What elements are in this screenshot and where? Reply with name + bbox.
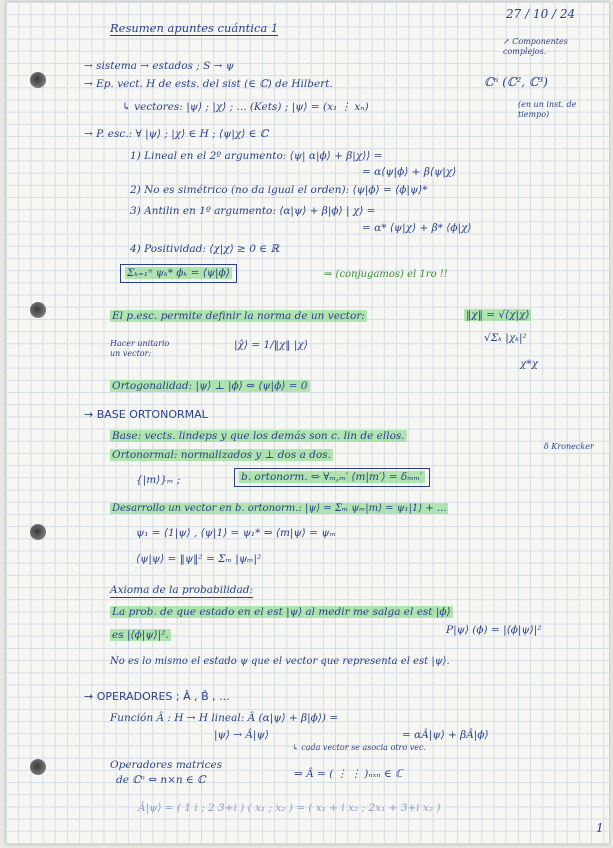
- line-operators-matrices: Operadores matrices: [110, 759, 223, 771]
- line-basis-set: {|m⟩}ₘ ;: [136, 474, 181, 486]
- note-components: ↗ Componentes complejos.: [503, 37, 568, 56]
- line-unit-vector-formula: |χ̂⟩ = 1/‖χ‖ |χ⟩: [234, 339, 308, 351]
- line-norm-formula: ‖χ‖ = √⟨χ|χ⟩: [466, 309, 530, 321]
- line-system-states: → sistema → estados ; S → ψ: [84, 60, 235, 72]
- line-components: ψ₁ = ⟨1|ψ⟩ , ⟨ψ|1⟩ = ψ₁* ⇒ ⟨m|ψ⟩ = ψₘ: [136, 527, 336, 539]
- line-norm-definition: El p.esc. permite definir la norma de un vector:: [112, 310, 365, 322]
- kronecker-note: δ Kronecker: [544, 442, 594, 451]
- conjugate-note: ⇒ (conjugamos) el 1ro !!: [324, 269, 448, 280]
- line-unit-vector-label: Hacer unitario un vector:: [110, 339, 170, 358]
- heading-orthonormal-basis: → BASE ORTONORMAL: [84, 408, 208, 421]
- line-vector-expansion: Desarrollo un vector en b. ortonorm.: |ψ⟩ = Σₘ ψₘ|m⟩ = ψ₁|1⟩ + ...: [112, 503, 447, 514]
- punch-hole: [30, 524, 46, 540]
- line-property-4: 4) Positividad: ⟨χ|χ⟩ ≥ 0 ∈ ℝ: [130, 243, 280, 255]
- line-vectors-kets: ↳ vectores: |ψ⟩ ; |χ⟩ ; ... (Kets) ; |ψ⟩ = (x₁ ⋮ xₙ): [122, 101, 369, 113]
- line-hilbert-space: → Ep. vect. H de ests. del sist (∈ ℂ) de Hilbert.: [84, 78, 333, 90]
- boxed-sum-formula: Σₖ₌₁ⁿ ψₖ* ϕₖ = ⟨ψ|ϕ⟩: [120, 264, 237, 283]
- line-property-3-result: = α* ⟨ψ|χ⟩ + β* ⟨ϕ|χ⟩: [362, 222, 472, 234]
- line-basis-definition: Base: vects. lindeps y que los demás son c. lin de ellos.: [112, 430, 405, 442]
- heading-probability-axiom: Axioma de la probabilidad:: [110, 584, 254, 596]
- line-state-vs-vector: No es lo mismo el estado ψ que el vector que representa el est |ψ⟩.: [110, 656, 450, 667]
- line-hilbert-examples: ℂⁿ (ℂ², ℂ³): [484, 75, 548, 89]
- line-property-1: 1) Lineal en el 2º argumento: ⟨ψ| α|ϕ⟩ + β|χ⟩⟩ =: [130, 150, 383, 162]
- page-title: Resumen apuntes cuántica 1: [110, 21, 279, 35]
- boxed-orthonormal-condition: b. ortonorm. ⇔ ∀ₘ,ₘ′ ⟨m|m′⟩ = δₘₘ′: [234, 468, 430, 487]
- line-operator-example: Â|ψ⟩ = ( 1 i ; 2 3+i ) ( x₁ ; x₂ ) = ( x₁ + i x₂ ; 2x₁ + 3+i x₂ ): [138, 802, 441, 814]
- line-property-1-result: = α⟨ψ|ϕ⟩ + β⟨ψ|χ⟩: [362, 166, 457, 178]
- line-property-2: 2) No es simétrico (no da igual el orden): ⟨ψ|ϕ⟩ = ⟨ϕ|ψ⟩*: [130, 184, 428, 196]
- punch-hole: [30, 759, 46, 775]
- punch-hole: [30, 302, 46, 318]
- heading-operators: → OPERADORES ; Â , B̂ , ...: [84, 690, 230, 703]
- line-operator-function: Función Â : H → H lineal: Â (α|ψ⟩ + β|ϕ⟩) =: [110, 712, 339, 724]
- line-norm-sum-components: ⟨ψ|ψ⟩ = ‖ψ‖² = Σₘ |ψₘ|²: [136, 553, 262, 565]
- punch-hole: [30, 72, 46, 88]
- line-orthogonality: Ortogonalidad: |ψ⟩ ⊥ |ϕ⟩ ⇔ ⟨ψ|ϕ⟩ = 0: [112, 380, 308, 392]
- line-operator-map: |ψ⟩ → Â|ψ⟩: [214, 729, 269, 741]
- line-probability-statement: La prob. de que estado en el est |ψ⟩ al medir me salga el est |ϕ⟩: [112, 606, 451, 618]
- notebook-page: [6, 2, 609, 844]
- page-number: 1: [596, 821, 604, 835]
- line-operators-cn: de ℂⁿ ⇔ n×n ∈ ℂ: [116, 774, 206, 786]
- line-operator-linearity: = αÂ|ψ⟩ + βÂ|ϕ⟩: [402, 729, 489, 741]
- line-property-3: 3) Antilin en 1º argumento: ⟨α|ψ⟩ + β|ϕ⟩ | χ⟩ =: [130, 205, 376, 217]
- line-norm-sum: √Σₖ |χₖ|²: [484, 332, 527, 344]
- line-orthonormal-definition: Ortonormal: normalizados y ⊥ dos a dos.: [112, 449, 331, 461]
- line-time-note: (en un inst. de tiempo): [518, 100, 577, 119]
- line-chi-star-chi: χ*χ: [520, 358, 538, 370]
- line-operator-note: ↳ cada vector se asocia otro vec.: [292, 743, 426, 752]
- line-scalar-product: → P. esc.: ∀ |ψ⟩ ; |χ⟩ ∈ H ; ⟨ψ|χ⟩ ∈ ℂ: [84, 128, 269, 140]
- line-probability-notation: P|ψ⟩ (ϕ) = |⟨ϕ|ψ⟩|²: [446, 624, 542, 636]
- line-probability-formula: es |⟨ϕ|ψ⟩|².: [112, 629, 169, 641]
- line-operator-matrix: ⇒ Â = ( ⋮ ⋮ )ₙₓₙ ∈ ℂ: [294, 768, 403, 780]
- date: 27 / 10 / 24: [506, 7, 576, 21]
